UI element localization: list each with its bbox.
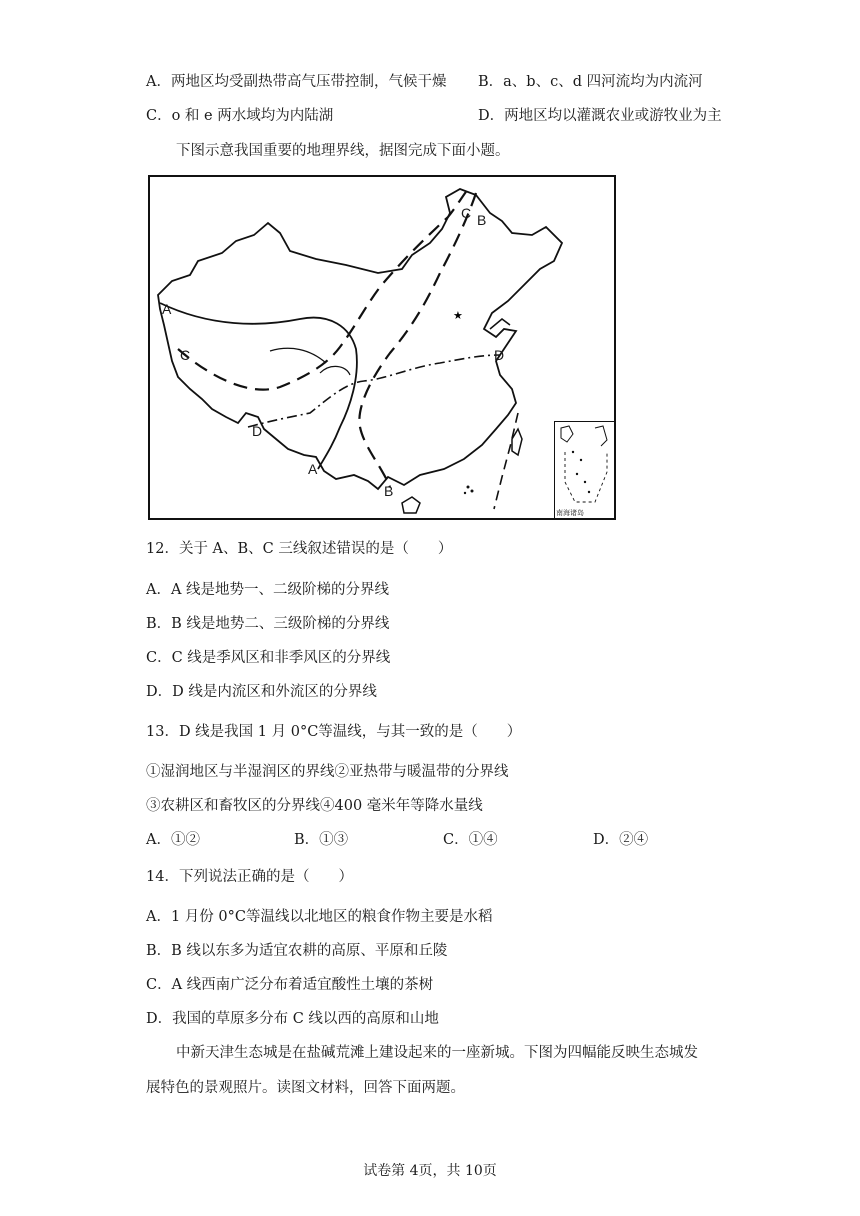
china-boundary-map <box>148 175 616 520</box>
line-d <box>248 355 500 427</box>
label-a-left: A <box>162 301 172 317</box>
q13-option-a: A．①② <box>146 832 200 848</box>
q14-option-a: A．1 月份 0°C等温线以北地区的粮食作物主要是水稻 <box>146 909 493 925</box>
prev-option-d: D．两地区均以灌溉农业或游牧业为主 <box>478 108 722 124</box>
q12-option-d: D．D 线是内流区和外流区的分界线 <box>146 684 377 700</box>
prev-option-b: B．a、b、c、d 四河流均为内流河 <box>478 74 703 90</box>
q13-statement-line-1: ①湿润地区与半湿润区的界线②亚热带与暖温带的分界线 <box>146 764 509 780</box>
hainan-island <box>402 497 420 513</box>
q12-option-a: A．A 线是地势一、二级阶梯的分界线 <box>146 582 390 598</box>
label-a-bottom: A <box>308 461 318 477</box>
capital-star-icon: ★ <box>453 309 463 322</box>
q13-option-b: B．①③ <box>294 832 349 848</box>
line-a <box>160 303 357 469</box>
south-china-sea-inset <box>554 421 614 518</box>
q13-stem: 13．D 线是我国 1 月 0°C等温线，与其一致的是（ ） <box>146 724 522 740</box>
prev-option-a: A．两地区均受副热带高气压带控制，气候干燥 <box>146 74 447 90</box>
q13-option-c: C．①④ <box>443 832 498 848</box>
q13-option-d: D．②④ <box>593 832 649 848</box>
map-drawing <box>150 177 614 518</box>
label-d-left: D <box>252 423 263 439</box>
label-c-top: C <box>461 205 472 221</box>
china-outline <box>158 189 562 489</box>
q12-option-b: B．B 线是地势二、三级阶梯的分界线 <box>146 616 390 632</box>
q14-option-b: B．B 线以东多为适宜农耕的高原、平原和丘陵 <box>146 943 448 959</box>
shandong-coast <box>490 319 510 329</box>
label-b-top: B <box>477 212 487 228</box>
passage-line-1: 中新天津生态城是在盐碱荒滩上建设起来的一座新城。下图为四幅能反映生态城发 <box>176 1045 698 1061</box>
q14-stem: 14．下列说法正确的是（ ） <box>146 869 353 885</box>
map-intro-text: 下图示意我国重要的地理界线，据图完成下面小题。 <box>176 143 510 159</box>
page-footer: 试卷第 4页，共 10页 <box>363 1163 497 1179</box>
q12-option-c: C．C 线是季风区和非季风区的分界线 <box>146 650 391 666</box>
prev-option-c: C．o 和 e 两水域均为内陆湖 <box>146 108 334 124</box>
label-d-right: D <box>494 347 505 363</box>
q14-option-d: D．我国的草原多分布 C 线以西的高原和山地 <box>146 1011 439 1027</box>
label-b-bottom: B <box>384 483 394 499</box>
line-c <box>178 189 468 390</box>
label-c-left: C <box>180 347 191 363</box>
inset-label: 南海诸岛 <box>556 509 584 517</box>
passage-line-2: 展特色的景观照片。读图文材料，回答下面两题。 <box>146 1080 465 1096</box>
line-b <box>359 193 476 487</box>
q12-stem: 12．关于 A、B、C 三线叙述错误的是（ ） <box>146 541 453 557</box>
q13-statement-line-2: ③农耕区和畜牧区的分界线④400 毫米年等降水量线 <box>146 798 483 814</box>
q14-option-c: C．A 线西南广泛分布着适宜酸性土壤的茶树 <box>146 977 434 993</box>
